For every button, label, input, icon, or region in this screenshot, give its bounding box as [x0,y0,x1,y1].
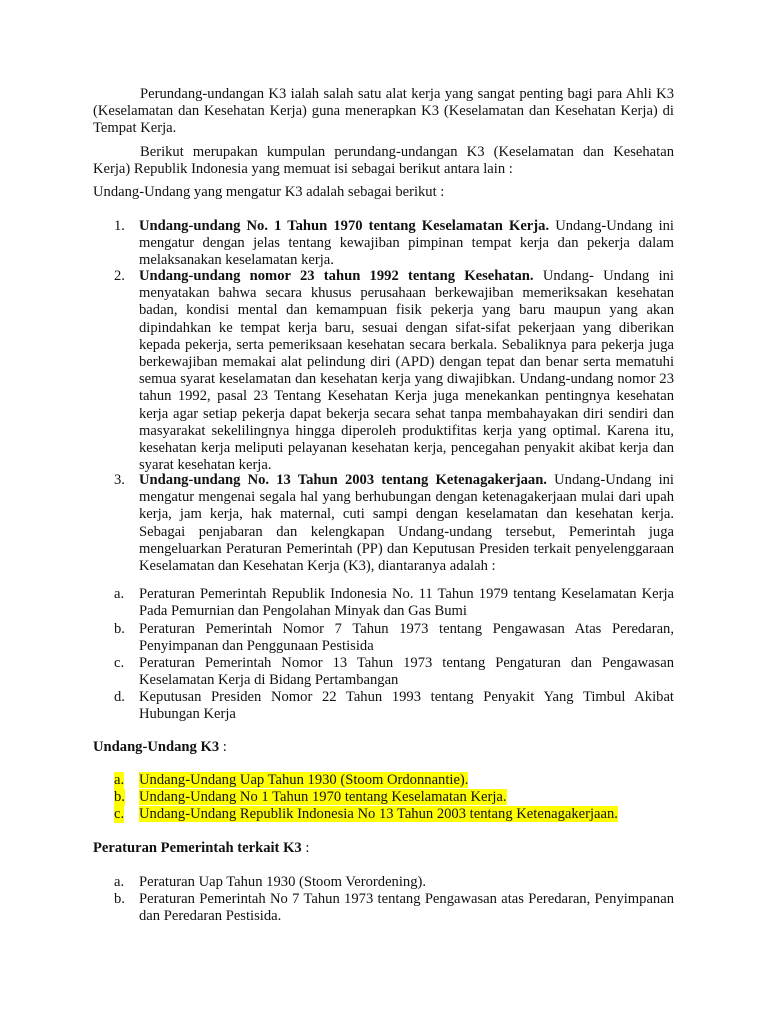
regulation-text: Peraturan Pemerintah Republik Indonesia No. 11 Tahun 1979 tentang Keselamatan Kerja Pada Pemurnian dan Pengolahan Minyak dan Gas Bumi [139,586,674,620]
regulation-text: Peraturan Pemerintah Nomor 7 Tahun 1973 tentang Pengawasan Atas Peredaran, Penyimpanan dan Penggunaan Pestisida [139,621,674,655]
list-number: 3. [114,472,125,488]
heading-colon: : [301,840,310,856]
intro-paragraph-1: Perundang-undangan K3 ialah salah satu alat kerja yang sangat penting bagi para Ahli K3 (Keselamatan dan Kesehatan Kerja) guna menerapkan K3 (Keselamatan dan Kesehatan Kerja) di Tempat Kerja. [93,86,674,137]
regulation-text: Keputusan Presiden Nomor 22 Tahun 1993 tentang Penyakit Yang Timbul Akibat Hubungan Kerja [139,689,674,723]
law-body: Undang-Undang ini mengatur mengenai segala hal yang berhubungan dengan ketenagakerjaan mulai dari upah kerja, jam kerja, hak maternal, cuti sampi dengan keselamatan dan kesehatan kerja. Sebagai penjabaran dan kelengkapan Undang-undang tersebut, Pemerintah juga mengeluarkan Peraturan Pemerintah (PP) dan Keputusan Presiden terkait penyelenggaraan Keselamatan dan Kesehatan Kerja (K3), diantaranya adalah : [139,472,674,575]
highlighted-text: Undang-Undang No 1 Tahun 1970 tentang Keselamatan Kerja. [139,789,507,805]
pp-k3-heading-text: Peraturan Pemerintah terkait K3 [93,840,302,856]
intro-paragraph-2: Berikut merupakan kumpulan perundang-undangan K3 (Keselamatan dan Kesehatan Kerja) Republik Indonesia yang memuat isi sebagai berikut antara lain : [93,144,674,178]
law-body: Undang- Undang ini menyatakan bahwa secara khusus perusahaan berkewajiban memeriksakan kesehatan badan, kondisi mental dan kemampuan fisik pekerja yang baru maupun yang akan dipindahkan ke tempat kerja baru, sesuai dengan sifat-sifat pekerjaan yang diberikan kepada pekerja, serta pemeriksaan kesehatan secara berkala. Sebaliknya para pekerja juga berkewajiban memakai alat pelindung diri (APD) dengan tepat dan benar serta mematuhi semua syarat keselamatan dan kesehatan kerja yang diwajibkan. Undang-undang nomor 23 tahun 1992, pasal 23 Tentang Kesehatan Kerja juga menekankan pentingnya kesehatan kerja agar setiap pekerja dapat bekerja secara sehat tanpa membahayakan diri sendiri dan masyarakat sekelilingnya hingga diperoleh produktifitas kerja yang optimal. Karena itu, kesehatan kerja meliputi pelayanan kesehatan kerja, pencegahan penyakit akibat kerja dan syarat kesehatan kerja. [139,268,674,474]
highlighted-text: Undang-Undang Republik Indonesia No 13 Tahun 2003 tentang Ketenagakerjaan. [139,806,618,822]
intro-paragraph-3: Undang-Undang yang mengatur K3 adalah sebagai berikut : [93,184,445,200]
uu-k3-heading-text: Undang-Undang K3 [93,739,220,755]
list-number: 1. [114,218,125,234]
pp-k3-text: Peraturan Pemerintah No 7 Tahun 1973 tentang Pengawasan atas Peredaran, Penyimpanan dan Peredaran Pestisida. [139,891,674,925]
law-text [139,218,674,270]
uu-k3-heading [93,739,674,756]
uu-k3-text [139,789,674,806]
list-letter: c. [114,806,125,822]
pp-k3-text: Peraturan Uap Tahun 1930 (Stoom Verordening). [139,874,427,890]
regulation-text: Peraturan Pemerintah Nomor 13 Tahun 1973 tentang Pengaturan dan Pengawasan Keselamatan Kerja di Bidang Pertambangan [139,655,674,689]
list-letter: d. [114,689,125,705]
list-number: 2. [114,268,125,284]
list-letter: a. [114,772,125,788]
uu-k3-text [139,806,674,823]
highlighted-text: Undang-Undang Uap Tahun 1930 (Stoom Ordonnantie). [139,772,469,788]
law-title: Undang-undang No. 13 Tahun 2003 tentang Ketenagakerjaan. [139,472,547,488]
heading-colon: : [219,739,227,755]
law-title: Undang-undang No. 1 Tahun 1970 tentang Keselamatan Kerja. [139,218,550,234]
uu-k3-text [139,772,674,789]
law-title: Undang-undang nomor 23 tahun 1992 tentang Kesehatan. [139,268,534,284]
law-text [139,268,674,474]
list-letter: a. [114,874,125,890]
pp-k3-heading [93,840,674,857]
list-letter: b. [114,621,125,637]
list-letter: c. [114,655,125,671]
list-letter: b. [114,891,125,907]
law-body: Undang-Undang ini mengatur dengan jelas tentang kewajiban pimpinan tempat kerja dan pekerja dalam melaksanakan keselamatan kerja. [139,218,674,269]
law-text [139,472,674,575]
list-letter: a. [114,586,125,602]
list-letter: b. [114,789,125,805]
